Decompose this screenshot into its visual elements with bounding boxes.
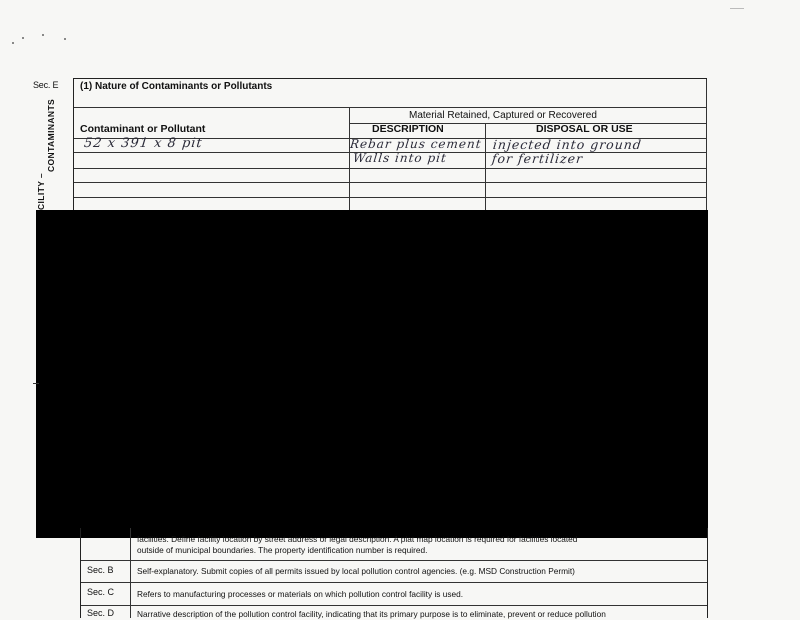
section-e-label: Sec. E <box>33 80 59 90</box>
row1-description[interactable]: Rebar plus cement <box>349 137 483 151</box>
instruction-c-text: Refers to manufacturing processes or materials on which pollution control facility is used. <box>137 589 464 599</box>
scan-mark <box>730 8 744 9</box>
redaction-block <box>36 210 708 538</box>
side-label-facility: CILITY – <box>36 172 46 210</box>
row1-contaminant[interactable]: 52 x 391 x 8 pit <box>83 136 204 151</box>
column-disposal: DISPOSAL OR USE <box>536 123 633 135</box>
instruction-b-text: Self-explanatory. Submit copies of all permits issued by local pollution control agencies. (e.g. MSD Construction Permit) <box>137 566 575 576</box>
row1-disposal[interactable]: injected into ground <box>492 137 643 152</box>
instruction-c-label: Sec. C <box>87 587 115 597</box>
instruction-d-text: Narrative description of the pollution control facility, indicating that its primary purpose is to eliminate, prevent or reduce pollution <box>137 609 606 619</box>
instruction-a-line-1: facilities. Define facility location by street address or legal description. A plat map location is required for facilities located <box>137 534 578 544</box>
material-header: Material Retained, Captured or Recovered <box>409 110 597 121</box>
margin-tick <box>33 383 39 384</box>
row2-disposal[interactable]: for fertilizer <box>491 151 584 166</box>
instruction-a-line-2: outside of municipal boundaries. The property identification number is required. <box>137 545 428 555</box>
instruction-b-label: Sec. B <box>87 565 114 575</box>
instruction-d-label: Sec. D <box>87 608 115 618</box>
side-label-contaminants: CONTAMINANTS <box>46 98 56 172</box>
section-e-title: (1) Nature of Contaminants or Pollutants <box>80 81 273 92</box>
row2-description[interactable]: Walls into pit <box>352 151 448 165</box>
column-contaminant: Contaminant or Pollutant <box>80 123 206 135</box>
column-description: DESCRIPTION <box>372 123 444 135</box>
